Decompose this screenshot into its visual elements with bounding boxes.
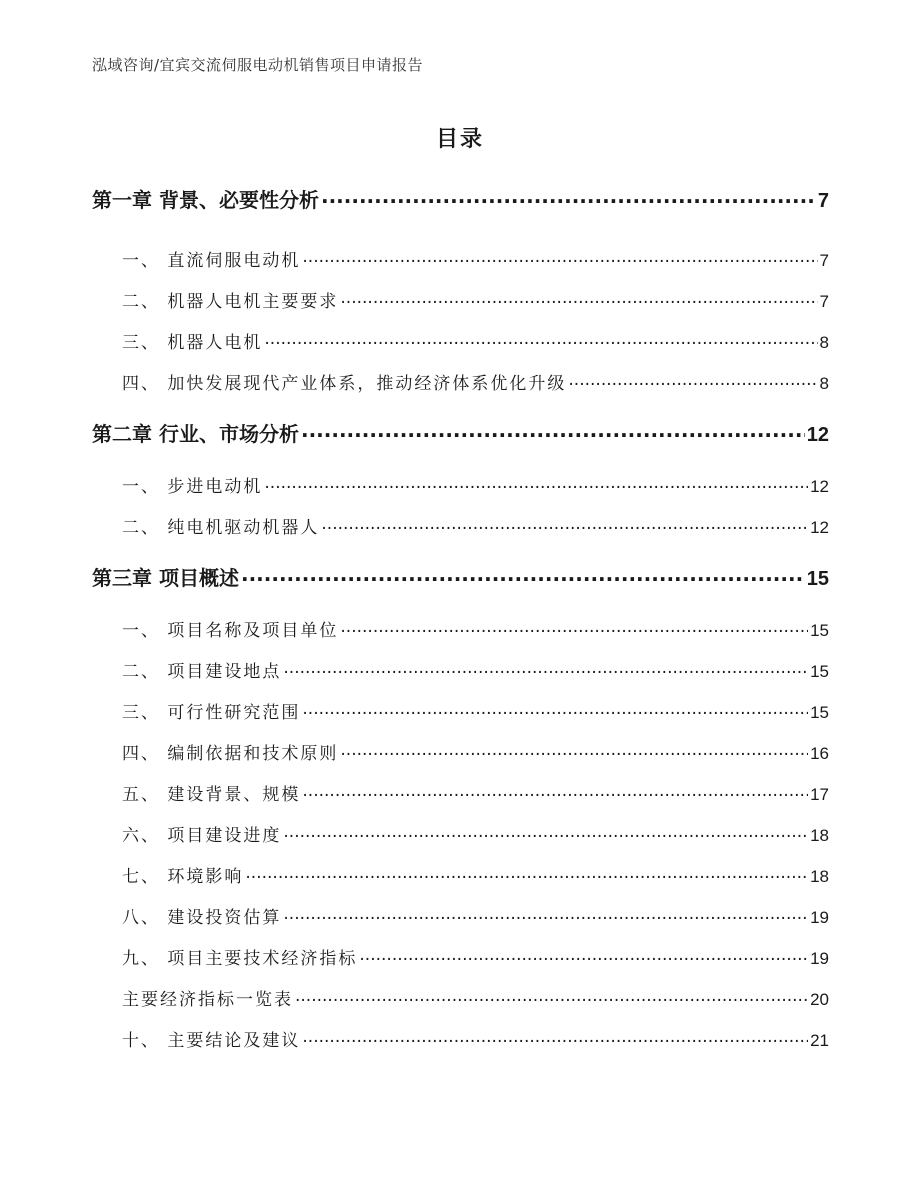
toc-entry-section[interactable] xyxy=(92,246,829,271)
toc-entry-section[interactable] xyxy=(92,513,829,538)
toc-entry-section[interactable] xyxy=(92,944,829,969)
toc-entry-section[interactable] xyxy=(92,472,829,497)
toc-entry-label: 二、 项目建设地点 xyxy=(122,662,282,682)
toc-entry-chapter-3[interactable] xyxy=(92,562,829,591)
toc-entry-page: 21 xyxy=(810,1031,829,1050)
toc-entry-label: 一、 步进电动机 xyxy=(122,477,263,497)
dot-leader xyxy=(283,822,808,842)
toc-entry-page: 19 xyxy=(810,908,829,927)
toc-entry-section[interactable] xyxy=(92,657,829,682)
toc-entry-table[interactable] xyxy=(92,985,829,1010)
dot-leader xyxy=(264,329,817,349)
toc-entry-page: 12 xyxy=(806,424,829,446)
dot-leader xyxy=(301,418,805,442)
toc-entry-page: 12 xyxy=(810,477,829,496)
dot-leader xyxy=(340,288,817,308)
toc-entry-label: 八、 建设投资估算 xyxy=(122,908,282,928)
dot-leader xyxy=(241,562,805,586)
dot-leader xyxy=(302,781,808,801)
toc-entry-label: 五、 建设背景、规模 xyxy=(122,785,301,805)
dot-leader xyxy=(245,863,808,883)
dot-leader xyxy=(340,617,808,637)
dot-leader xyxy=(264,473,808,493)
toc-entry-label: 九、 项目主要技术经济指标 xyxy=(122,949,358,969)
toc-entry-page: 20 xyxy=(810,990,829,1009)
toc-entry-label: 一、 项目名称及项目单位 xyxy=(122,621,339,641)
toc-entry-label: 第二章 行业、市场分析 xyxy=(92,422,299,446)
toc-entry-label: 七、 环境影响 xyxy=(122,867,244,887)
dot-leader xyxy=(568,370,817,390)
dot-leader xyxy=(340,740,808,760)
toc-entry-label: 一、 直流伺服电动机 xyxy=(122,251,301,271)
toc-entry-page: 16 xyxy=(810,744,829,763)
toc-entry-page: 19 xyxy=(810,949,829,968)
toc-entry-page: 18 xyxy=(810,867,829,886)
toc-entry-label: 第三章 项目概述 xyxy=(92,566,239,590)
toc-entry-label: 三、 机器人电机 xyxy=(122,333,263,353)
toc-entry-page: 7 xyxy=(819,251,829,270)
toc-entry-section[interactable] xyxy=(92,739,829,764)
toc-entry-page: 15 xyxy=(810,662,829,681)
toc-entry-section[interactable] xyxy=(92,616,829,641)
toc-entry-page: 7 xyxy=(817,190,829,212)
toc-entry-label: 四、 编制依据和技术原则 xyxy=(122,744,339,764)
toc-entry-label: 六、 项目建设进度 xyxy=(122,826,282,846)
toc-entry-label: 二、 机器人电机主要要求 xyxy=(122,292,339,312)
toc-entry-section[interactable] xyxy=(92,328,829,353)
toc-entry-section[interactable] xyxy=(92,1026,829,1051)
toc-entry-page: 18 xyxy=(810,826,829,845)
toc-entry-label: 第一章 背景、必要性分析 xyxy=(92,188,319,212)
toc-entry-page: 8 xyxy=(819,333,829,352)
table-of-contents xyxy=(92,0,829,1191)
toc-entry-page: 15 xyxy=(806,568,829,590)
dot-leader xyxy=(302,247,817,267)
toc-entry-label: 二、 纯电机驱动机器人 xyxy=(122,518,320,538)
dot-leader xyxy=(359,945,808,965)
toc-entry-section[interactable] xyxy=(92,698,829,723)
toc-entry-page: 12 xyxy=(810,518,829,537)
toc-entry-section[interactable] xyxy=(92,862,829,887)
toc-entry-page: 15 xyxy=(810,703,829,722)
toc-entry-page: 7 xyxy=(819,292,829,311)
toc-entry-chapter-2[interactable] xyxy=(92,418,829,447)
toc-entry-page: 17 xyxy=(810,785,829,804)
dot-leader xyxy=(321,514,808,534)
toc-entry-section[interactable] xyxy=(92,369,829,394)
running-header: 泓域咨询/宜宾交流伺服电动机销售项目申请报告 xyxy=(92,56,424,74)
dot-leader xyxy=(302,1027,808,1047)
toc-entry-label: 四、 加快发展现代产业体系，推动经济体系优化升级 xyxy=(122,374,567,394)
toc-entry-section[interactable] xyxy=(92,903,829,928)
toc-entry-label: 十、 主要结论及建议 xyxy=(122,1031,301,1051)
toc-entry-label: 主要经济指标一览表 xyxy=(122,990,293,1010)
toc-entry-page: 15 xyxy=(810,621,829,640)
dot-leader xyxy=(321,184,816,208)
dot-leader xyxy=(302,699,808,719)
toc-entry-section[interactable] xyxy=(92,821,829,846)
toc-title: 目录 xyxy=(435,127,484,152)
dot-leader xyxy=(283,658,808,678)
dot-leader xyxy=(283,904,808,924)
dot-leader xyxy=(295,986,808,1006)
toc-entry-section[interactable] xyxy=(92,780,829,805)
toc-entry-chapter-1[interactable] xyxy=(92,184,829,213)
toc-entry-page: 8 xyxy=(819,374,829,393)
toc-entry-label: 三、 可行性研究范围 xyxy=(122,703,301,723)
toc-entry-section[interactable] xyxy=(92,287,829,312)
